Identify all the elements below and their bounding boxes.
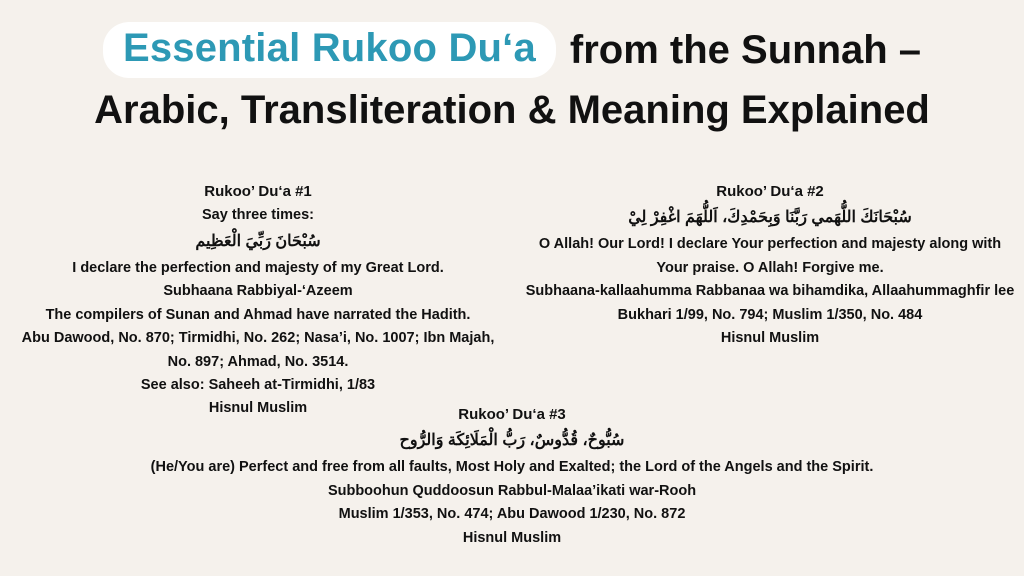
dua-3-transliteration: Subboohun Quddoosun Rabbul-Malaa’ikati war-Rooh bbox=[327, 482, 697, 499]
dua-1-source: Hisnul Muslim bbox=[208, 400, 308, 417]
dua-3-references: Muslim 1/353, No. 474; Abu Dawood 1/230, No. 872 bbox=[338, 506, 686, 523]
dua-3-heading: Rukoo’ Du‘a #3 bbox=[458, 406, 566, 423]
dua-3-arabic: سُبُّوحٌ، قُدُّوسٌ، رَبُّ الْمَلَائِكَة وَالرُّوح bbox=[399, 432, 625, 450]
title-highlight-text: Essential Rukoo Du‘a bbox=[122, 26, 536, 70]
dua-block-3 bbox=[0, 403, 1024, 550]
dua-1-arabic: سُبْحَانَ رَبِّيَ الْعَظِيم bbox=[195, 232, 321, 250]
dua-2-transliteration: Subhaana-kallaahumma Rabbanaa wa bihamdika, Allaahummaghfir lee bbox=[525, 283, 1015, 300]
dua-block-1 bbox=[8, 180, 508, 421]
dua-1-heading: Rukoo’ Du‘a #1 bbox=[204, 183, 312, 200]
dua-1-meaning: I declare the perfection and majesty of my Great Lord. bbox=[72, 259, 444, 276]
dua-2-references: Bukhari 1/99, No. 794; Muslim 1/350, No. 484 bbox=[617, 306, 923, 323]
dua-2-source: Hisnul Muslim bbox=[720, 330, 820, 347]
dua-1-instruction: Say three times: bbox=[201, 207, 315, 224]
dua-2-heading: Rukoo’ Du‘a #2 bbox=[716, 183, 824, 200]
dua-block-2 bbox=[524, 180, 1016, 351]
dua-3-meaning: (He/You are) Perfect and free from all faults, Most Holy and Exalted; the Lord of the Angels and the Spirit. bbox=[150, 459, 874, 476]
title-rest-text: from the Sunnah – bbox=[569, 28, 922, 72]
dua-1-see-also: See also: Saheeh at-Tirmidhi, 1/83 bbox=[140, 377, 376, 393]
dua-2-meaning: O Allah! Our Lord! I declare Your perfection and majesty along with Your praise. O Allah! Forgive me. bbox=[538, 236, 1002, 276]
title-line-1 bbox=[0, 22, 1024, 78]
dua-3-source: Hisnul Muslim bbox=[462, 529, 562, 546]
title-highlight-box bbox=[103, 22, 556, 78]
dua-2-arabic: سُبْحَانَكَ اللُّهَمي رَبَّنَا وَبِحَمْدِكَ، اَللُّهَمَ اغْفِرْ لِيْ bbox=[628, 209, 912, 227]
dua-1-transliteration: Subhaana Rabbiyal-‘Azeem bbox=[163, 283, 353, 300]
title-line-2: Arabic, Transliteration & Meaning Explained bbox=[94, 88, 930, 132]
dua-1-references: Abu Dawood, No. 870; Tirmidhi, No. 262; Nasa’i, No. 1007; Ibn Majah, No. 897; Ahmad, No. 3514. bbox=[21, 330, 495, 370]
page-title bbox=[0, 22, 1024, 132]
dua-1-narration: The compilers of Sunan and Ahmad have narrated the Hadith. bbox=[45, 306, 471, 323]
